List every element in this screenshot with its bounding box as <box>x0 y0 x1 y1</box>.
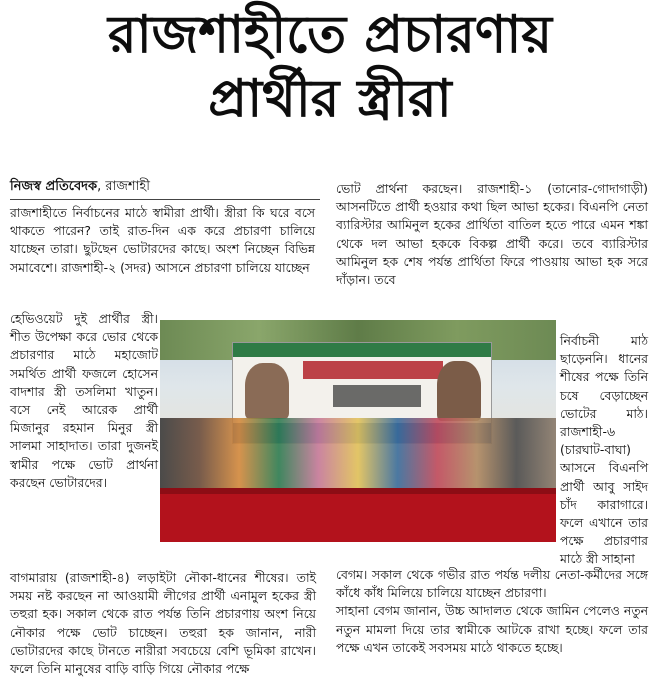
headline <box>0 4 660 132</box>
column-1-narrow <box>10 310 158 492</box>
byline <box>10 177 320 200</box>
photo-table-rim <box>160 488 556 494</box>
paragraph: নির্বাচনী মাঠ ছাড়েননি। ধানের শীষের পক্ষে তিনি চষে বেড়াচ্ছেন ভোটের মাঠ। রাজশাহী-৬ (চারঘাট-বাঘা) আসনে বিএনপি প্রার্থী আবু সাইদ চাঁদ কারাগারে। ফলে এখানে তার পক্ষে প্রচারণার মাঠে স্ত্রী সাহানা <box>560 333 648 567</box>
photo-red-table <box>160 488 556 542</box>
column-1-top <box>10 204 315 277</box>
byline-separator: , <box>97 179 106 194</box>
paragraph: বাগমারায় (রাজশাহী-৪) লড়াইটা নৌকা-ধানের শীষের। তাই সময় নষ্ট করছেন না আওয়ামী লীগের প্রার্থী এনামুল হকের স্ত্রী তহুরা হক। সকাল থেকে রাত পর্যন্ত তিনি প্রচারণায় অংশ নিয়ে নৌকার পক্ষে ভোট চাচ্ছেন। তহুরা হক জানান, নারী ভোটারদের কাছে টানতে নারীরা সবচেয়ে বেশি ভূমিকা রাখেন। ফলে তিনি মানুষের বাড়ি বাড়ি গিয়ে নৌকার পক্ষে <box>10 570 316 677</box>
paragraph: বেগম। সকাল থেকে গভীর রাত পর্যন্ত দলীয় নেতা-কর্মীদের সঙ্গে কাঁধে কাঁধ মিলিয়ে চালিয়ে যাচ্ছেন প্রচারণা। <box>336 567 648 601</box>
paragraph: হেভিওয়েট দুই প্রার্থীর স্ত্রী। শীত উপেক্ষা করে ভোর থেকে প্রচারণার মাঠে মহাজোট সমর্থিত প্রার্থী ফজলে হোসেন বাদশার স্ত্রী তসলিমা খাতুন। বসে নেই আরেক প্রার্থী মিজানুর রহমান মিনুর স্ত্রী সালমা সাহাদাত। তারা দুজনই স্বামীর পক্ষে ভোট প্রার্থনা করছেন ভোটারদের। <box>10 311 158 490</box>
banner-portrait-left <box>245 363 289 419</box>
byline-location: রাজশাহী <box>105 179 150 194</box>
column-2-narrow <box>560 332 648 569</box>
photo-seated-people <box>160 418 556 488</box>
banner-title-block <box>303 361 443 379</box>
paragraph: রাজশাহীতে নির্বাচনের মাঠে স্বামীরা প্রার্থী। স্ত্রীরা কি ঘরে বসে থাকতে পারেন? তাই রাত-দিন এক করে প্রচারণা চালিয়ে যাচ্ছেন তারা। ছুটছেন ভোটারদের কাছে। অংশ নিচ্ছেন বিভিন্ন সমাবেশে। রাজশাহী-২ (সদর) আসনে প্রচারণা চালিয়ে যাচ্ছেন <box>10 205 315 275</box>
byline-reporter: নিজস্ব প্রতিবেদক <box>10 179 98 194</box>
paragraph: সাহানা বেগম জানান, উচ্চ আদালত থেকে জামিন পেলেও নতুন নতুন মামলা দিয়ে তার স্বামীকে আটকে রাখা হচ্ছে। ফলে তার পক্ষে এখন তাকেই সবসময় মাঠে থাকতে হচ্ছে। <box>336 603 648 655</box>
headline-line-2: প্রার্থীর স্ত্রীরা <box>208 69 452 129</box>
campaign-rally-photo <box>160 320 556 542</box>
column-2-bottom <box>336 566 648 657</box>
column-1-bottom <box>10 569 316 678</box>
paragraph: ভোট প্রার্থনা করছেন। রাজশাহী-১ (তানোর-গোদাগাড়ী) আসনটিতে প্রার্থী হওয়ার কথা ছিল আভা হকের। বিএনপি নেতা ব্যারিস্টার আমিনুল হকের প্রার্থিতা বাতিল হতে পারে এমন শঙ্কা থেকে দল আভা হককে বিকল্প প্রার্থী করে। তবে ব্যারিস্টার আমিনুল হক শেষ পর্যন্ত প্রার্থিতা ফিরে পাওয়ায় আভা হক সরে দাঁড়ান। তবে <box>336 181 648 288</box>
headline-line-1: রাজশাহীতে প্রচারণায় <box>108 5 552 65</box>
column-2-top <box>336 180 648 289</box>
banner-subtitle-block <box>333 385 421 407</box>
banner-top-strip <box>233 343 491 357</box>
banner-portrait-right <box>437 361 481 421</box>
